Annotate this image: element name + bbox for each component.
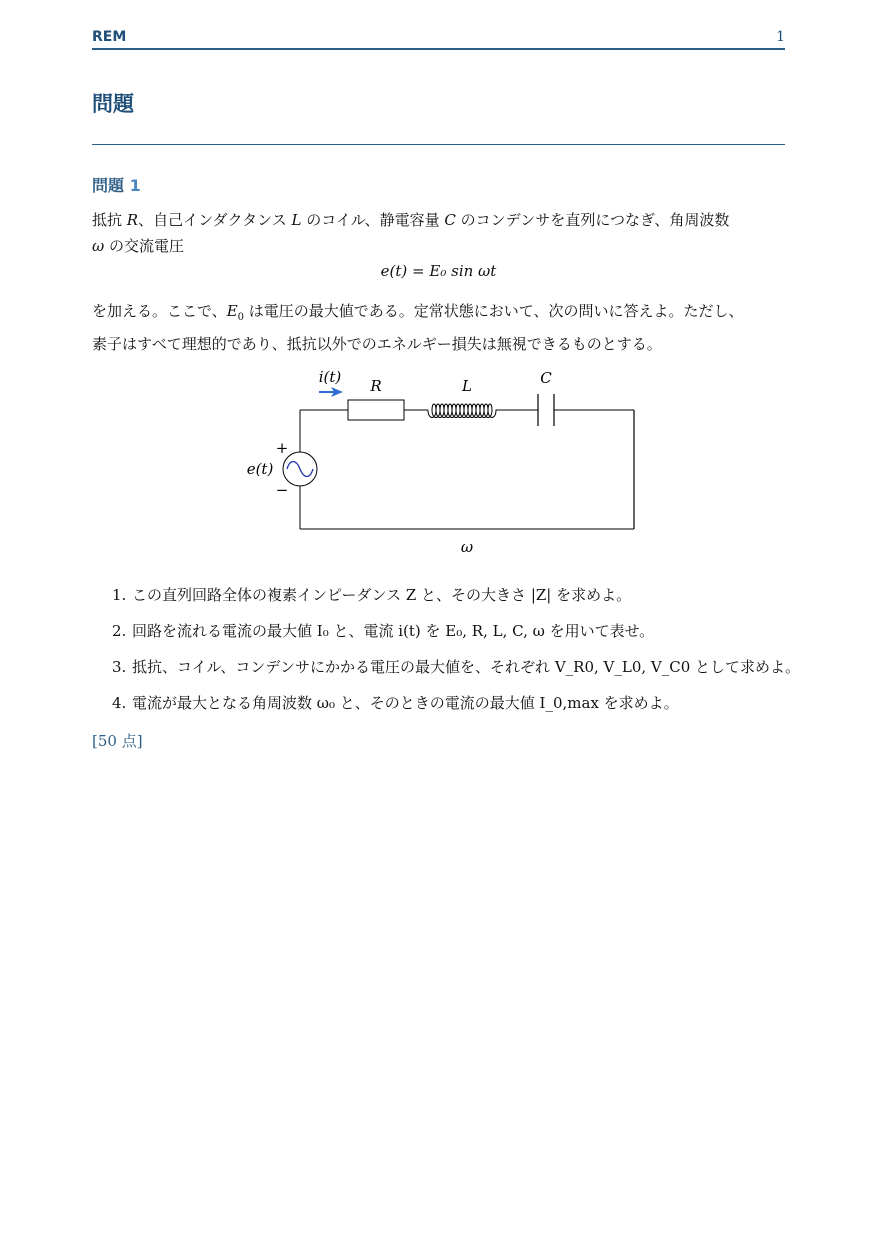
- page-header: [92, 28, 785, 50]
- question-item: [112, 584, 631, 606]
- question-text: この直列回路全体の複素インピーダンス Z と、その大きさ |Z| を求めよ。: [132, 586, 632, 604]
- omega-label: ω: [460, 538, 474, 556]
- current-label: i(t): [318, 368, 342, 386]
- section-title: 問題: [92, 92, 134, 116]
- equation-text: e(t) = E₀ sin ωt: [380, 262, 497, 280]
- source-label: e(t): [246, 460, 274, 478]
- problem-label: 問題: [92, 176, 125, 195]
- math-E: E: [226, 302, 238, 320]
- page-number: 1: [776, 29, 785, 45]
- minus-sign: −: [275, 481, 289, 499]
- text-segment: のコンデンサを直列につなぎ、角周波数: [455, 211, 730, 229]
- voltage-equation: [0, 262, 877, 280]
- intro-paragraph-1: [92, 207, 792, 259]
- question-number: 2.: [112, 622, 127, 640]
- resistor-label: R: [370, 377, 382, 395]
- text-segment: を加える。ここで、: [92, 302, 227, 320]
- text-segment: のコイル、静電容量: [301, 211, 445, 229]
- problem-number: 1: [129, 176, 141, 195]
- problem-heading: [92, 173, 141, 196]
- question-item: [112, 656, 800, 678]
- text-segment: の交流電圧: [104, 237, 185, 255]
- question-text: 抵抗、コイル、コンデンサにかかる電圧の最大値を、それぞれ V_R0, V_L0, V_C0 として求めよ。: [132, 658, 801, 676]
- math-R: R: [126, 211, 139, 229]
- plus-sign: +: [275, 439, 289, 457]
- question-number: 3.: [112, 658, 127, 676]
- math-omega: ω: [92, 237, 105, 255]
- text-segment: 抵抗: [92, 211, 127, 229]
- inductor-coil: [428, 404, 502, 418]
- math-C: C: [444, 211, 456, 229]
- question-number: 4.: [112, 694, 127, 712]
- question-item: [112, 620, 654, 642]
- question-item: [112, 692, 679, 714]
- math-subscript: 0: [237, 312, 245, 323]
- header-title: REM: [92, 29, 127, 45]
- capacitor-label: C: [540, 369, 552, 387]
- text-segment: は電圧の最大値である。定常状態において、次の問いに答えよ。ただし、: [244, 302, 744, 320]
- question-text: 電流が最大となる角周波数 ω₀ と、そのときの電流の最大値 I_0,max を求めよ。: [132, 694, 679, 712]
- question-text: 回路を流れる電流の最大値 I₀ と、電流 i(t) を E₀, R, L, C, ω を用いて表せ。: [132, 622, 655, 640]
- section-divider: [92, 144, 785, 145]
- resistor: [348, 400, 404, 420]
- text-segment: 素子はすべて理想的であり、抵抗以外でのエネルギー損失は無視できるものとする。: [92, 335, 662, 353]
- inductor-label: L: [462, 377, 472, 395]
- rlc-circuit-diagram: [240, 362, 640, 562]
- text-segment: 、自己インダクタンス: [138, 211, 292, 229]
- question-number: 1.: [112, 586, 127, 604]
- intro-paragraph-2: [92, 298, 792, 357]
- math-L: L: [291, 211, 302, 229]
- score-label: [50 点]: [92, 732, 143, 750]
